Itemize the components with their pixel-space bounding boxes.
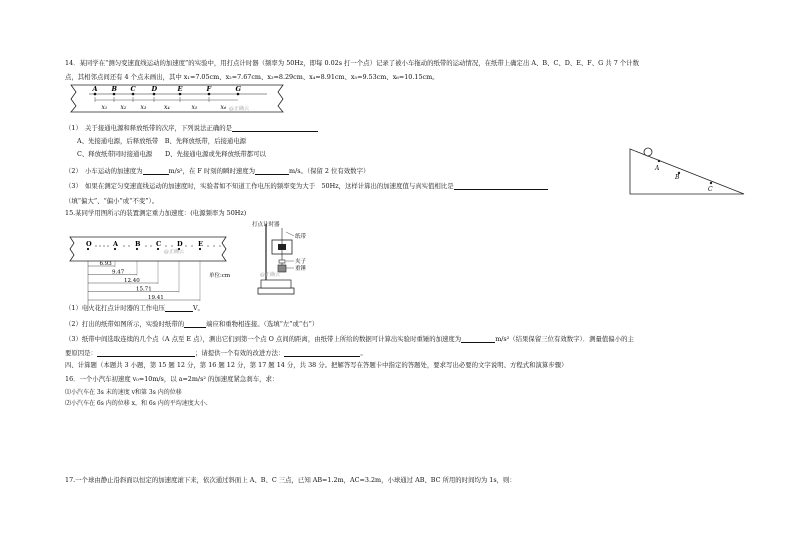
q14-tape-point-label: D: [151, 85, 158, 93]
q15-app-watermark: @正确云: [260, 272, 281, 278]
q14-sub1: [65, 124, 318, 132]
q15-dimension-label: 12.40: [124, 278, 140, 285]
incline-label-c: C: [708, 186, 713, 193]
q14-tape-segment-label: x₅: [191, 104, 198, 111]
q14-tape-segment-label: x₄: [164, 104, 170, 111]
q15-apparatus: [252, 218, 322, 300]
q15-dimension-label: 15.71: [136, 286, 152, 293]
q17-title: 17.一个球由静止沿斜面以恒定的加速度滚下来，依次通过斜面上 A、B、C 三点，已知 AB=1.2m，AC=3.2m，小球通过 AB、BC 所用的时间均为 1s，则：: [65, 476, 516, 484]
q14-line1: 14．某同学在“测匀变速直线运动的加速度”的实验中，用打点计时器（频率为 50Hz，即每 0.02s 打一个点）记录了被小车拖动的纸带的运动情况，在纸带上确定出 A、B、C、D、E、F、G 共 7 个计数: [65, 59, 639, 67]
q14-line2: 点，其相邻点间还有 4 个点未画出，其中 x₁=7.05cm、x₂=7.67cm、x₃=8.29cm、x₄=8.91cm、x₅=9.53cm、x₆=10.15cm。: [65, 73, 439, 81]
q14-option-cd: C、释放纸带同时接通电源 D、先接通电源或先释放纸带都可以: [77, 150, 266, 158]
label-timer: 打点计时器: [252, 222, 280, 228]
incline-label-a: A: [655, 165, 660, 172]
q15-tape-dot: [157, 248, 159, 250]
q15-tape-watermark: @正确云: [164, 249, 185, 255]
q15-tape-point-label: E: [198, 240, 203, 248]
q14-tape-point-label: F: [206, 85, 212, 93]
q14-tape-segment-label: x₃: [140, 104, 147, 111]
q15-accel-blank[interactable]: [461, 335, 495, 343]
q15-tape-dot: [199, 248, 201, 250]
q14-tape-point-label: G: [235, 85, 242, 93]
q14-tape-segment-label: x₆: [220, 104, 227, 111]
q14-tape-dot: [208, 93, 211, 96]
q14-tape-dot: [94, 93, 97, 96]
q15-sub3-b: m/s²（结果保留三位有效数字）．测量值偏小的主: [495, 335, 634, 343]
q15-sub2-b: 端应和重物相连接。（选填“左”或“右”）: [206, 320, 319, 328]
q15-tape-point-label: A: [113, 240, 119, 248]
q15-sub2: [65, 320, 318, 328]
q14-tape-segment-label: x₁: [101, 104, 108, 111]
q15-dimension-label: 19.41: [148, 295, 164, 302]
q14-paper-tape: [69, 82, 289, 114]
q14-sub1-blank[interactable]: [232, 124, 318, 132]
q15-voltage-blank[interactable]: [165, 304, 193, 312]
q15-end-blank[interactable]: [184, 320, 206, 328]
weight-block: [278, 265, 286, 272]
label-tape: 纸带: [295, 234, 307, 240]
q15-sub2-a: （2）打出的纸带如图所示，实验时纸带的: [65, 320, 185, 328]
q15-reason-blank[interactable]: [97, 349, 195, 357]
q14-sub3: [65, 182, 548, 190]
q15-improve-blank[interactable]: [284, 349, 360, 357]
q16-sub2: ⑵小汽车在 6s 内的位移 x，和 6s 内的平均速度大小.: [65, 400, 208, 407]
q15-dimension-label: 6.93: [99, 261, 112, 268]
q15-sub1-b: V。: [192, 304, 204, 312]
q14-tape-dot: [153, 93, 156, 96]
q14-sub2-b: m/s²，在 F 时刻的瞬时速度为: [168, 167, 256, 175]
q15-tape-point-label: O: [86, 240, 92, 248]
q14-tape-dot: [179, 93, 182, 96]
q16-sub1: ⑴小汽车在 3s 末的速度 v和第 3s 内的位移: [65, 389, 182, 396]
q15-tape-point-label: D: [177, 240, 183, 248]
q14-tape-segment-label: x₂: [120, 104, 127, 111]
q15-tape-dot: [136, 248, 138, 250]
q15-sub3-c: 要原因是：: [65, 349, 97, 357]
q14-tape-point-label: A: [92, 85, 98, 93]
q15-tape-point-label: B: [135, 240, 141, 248]
q15-sub1-a: （1）电火花打点计时器的工作电压: [65, 304, 165, 312]
q15-sub3: [65, 335, 634, 343]
q14-tape-dot: [113, 93, 116, 96]
q15-title: 15.某同学用图所示的装置测定重力加速度：(电源频率为 50Hz): [65, 209, 247, 217]
q14-tape-point-label: B: [111, 85, 117, 93]
q15-tape-point-label: C: [156, 240, 162, 248]
ball-icon: [644, 148, 652, 156]
section4-heading: 四、计算题（本题共 3 小题，第 15 题 12 分，第 16 题 12 分，第 17 题 14 分，共 38 分。把解答写在答题卡中指定的答题处，要求写出必要的文字说明、方程式和演算步骤）: [65, 361, 568, 369]
q14-tape-dot: [132, 93, 135, 96]
q15-sub3-cont: [65, 349, 367, 357]
q14-sub2: [65, 167, 369, 175]
q15-sub3-a: （3）纸带中间选取连续的几个点（A 点至 E 点），测出它们到第一个点 O 点间的距离，由纸带上所给的数据可计算出实验时重锤的加速度为: [65, 335, 462, 343]
q15-tape-dot: [87, 248, 89, 250]
q14-sub2-c: m/s。（保留 2 位有效数字）: [289, 167, 370, 175]
q14-velocity-blank[interactable]: [255, 167, 289, 175]
incline-diagram: [628, 146, 748, 196]
q15-unit: 单位:cm: [209, 273, 231, 279]
q14-tape-dot: [237, 93, 240, 96]
q14-watermark: @正确云: [229, 106, 250, 112]
q14-sub3-blank[interactable]: [454, 182, 548, 190]
q14-tape-point-label: E: [177, 85, 183, 93]
q15-paper-tape: [68, 234, 244, 314]
q14-sub1-text: （1） 关于接通电源和释放纸带的次序，下列说法正确的是: [65, 124, 233, 132]
q15-sub3-e: 。: [360, 349, 367, 357]
q14-sub3-note: （填“偏大”、“偏小”或“不变”）。: [65, 197, 159, 205]
label-weight: 重锤: [295, 266, 307, 272]
q14-accel-blank[interactable]: [143, 167, 169, 175]
q14-tape-point-label: C: [130, 85, 136, 93]
q14-sub3-text: （3） 如果在测定匀变速直线运动的加速度时，实验者如不知道工作电压的频率变为大于 50Hz，这样计算出的加速度值与真实值相比是: [65, 182, 454, 190]
q14-option-ab: A、先接通电源，后释放纸带 B、先释放纸带，后接通电源: [77, 137, 247, 145]
q15-sub3-d: ；请提供一个有效的改进方法：: [194, 349, 285, 357]
incline-label-b: B: [675, 174, 680, 181]
q14-sub2-a: （2） 小车运动的加速度为: [65, 167, 143, 175]
q15-sub1: [65, 304, 204, 312]
q15-dimension-label: 9.47: [112, 269, 125, 276]
q15-tape-dot: [114, 248, 116, 250]
label-clip: 夹子: [295, 259, 307, 265]
q16-title: 16．一个小汽车初速度 v₀=10m/s，以 a=2m/s² 的加速度紧急刹车，求：: [65, 375, 279, 383]
